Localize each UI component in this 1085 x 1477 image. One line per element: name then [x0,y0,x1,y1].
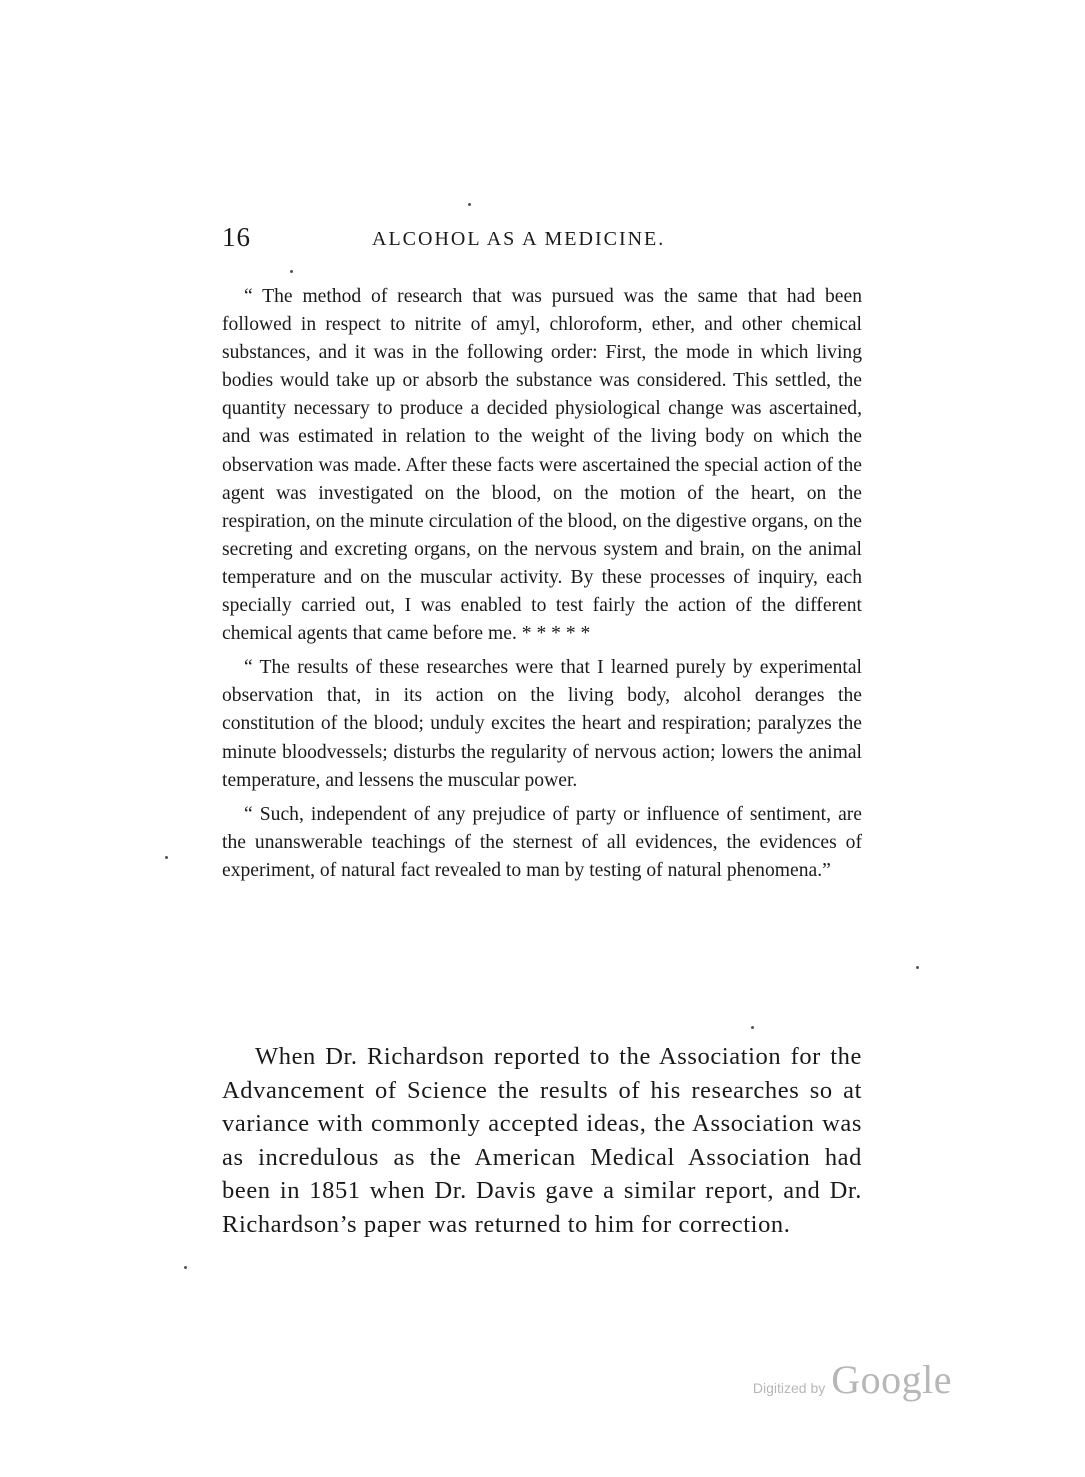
running-title: ALCOHOL AS A MEDICINE. [372,228,666,250]
scan-speck [290,270,293,273]
quote-paragraph-3: “ Such, independent of any prejudice of party or influence of sentiment, are the unanswerable teachings of the sternest of all evidences, the evidences of experiment, of natural fact revealed to man by testing of natural phenomena.” [222,803,862,881]
scan-speck [184,1266,187,1269]
scan-speck [468,203,471,206]
scan-speck [916,966,919,969]
google-logo: Google [831,1357,952,1402]
scan-speck [751,1026,754,1029]
body-text [222,1040,862,1242]
watermark-prefix: Digitized by [752,1380,826,1396]
quote-paragraph-1: “ The method of research that was pursued was the same that had been followed in respect to nitrite of amyl, chloroform, ether, and other chemical substances, and it was in the following order: First, the mode in which living bodies would take up or absorb the substance was considered. This settled, the quantity necessary to produce a decided physiological change was ascertained, and was estimated in relation to the weight of the living body on which the observation was made. After these facts were ascertained the special action of the agent was investigated on the blood, on the motion of the heart, on the respiration, on the minute circulation of the blood, on the digestive organs, on the secreting and excreting organs, on the nervous system and brain, on the animal temperature and on the muscular activity. By these processes of inquiry, each specially carried out, I was enabled to test fairly the action of the different chemical agents that came before me. * * * * * [222,286,862,645]
body-paragraph: When Dr. Richardson reported to the Association for the Advancement of Science the results of his researches so at variance with commonly accepted ideas, the Association was as incredulous as the American Medical Association had been in 1851 when Dr. Davis gave a similar report, and Dr. Richardson’s paper was returned to him for correction. [222,1043,862,1238]
digitized-by-google-watermark [753,1356,952,1403]
page-header [222,222,864,262]
quoted-passage [222,283,862,885]
scan-speck [165,856,168,859]
page-number: 16 [222,222,251,252]
quote-paragraph-2: “ The results of these researches were that I learned purely by experimental observation that, in its action on the living body, alcohol deranges the constitution of the blood; unduly excites the heart and respiration; paralyzes the minute bloodvessels; disturbs the regularity of nervous action; lowers the animal temperature, and lessens the muscular power. [222,657,862,791]
